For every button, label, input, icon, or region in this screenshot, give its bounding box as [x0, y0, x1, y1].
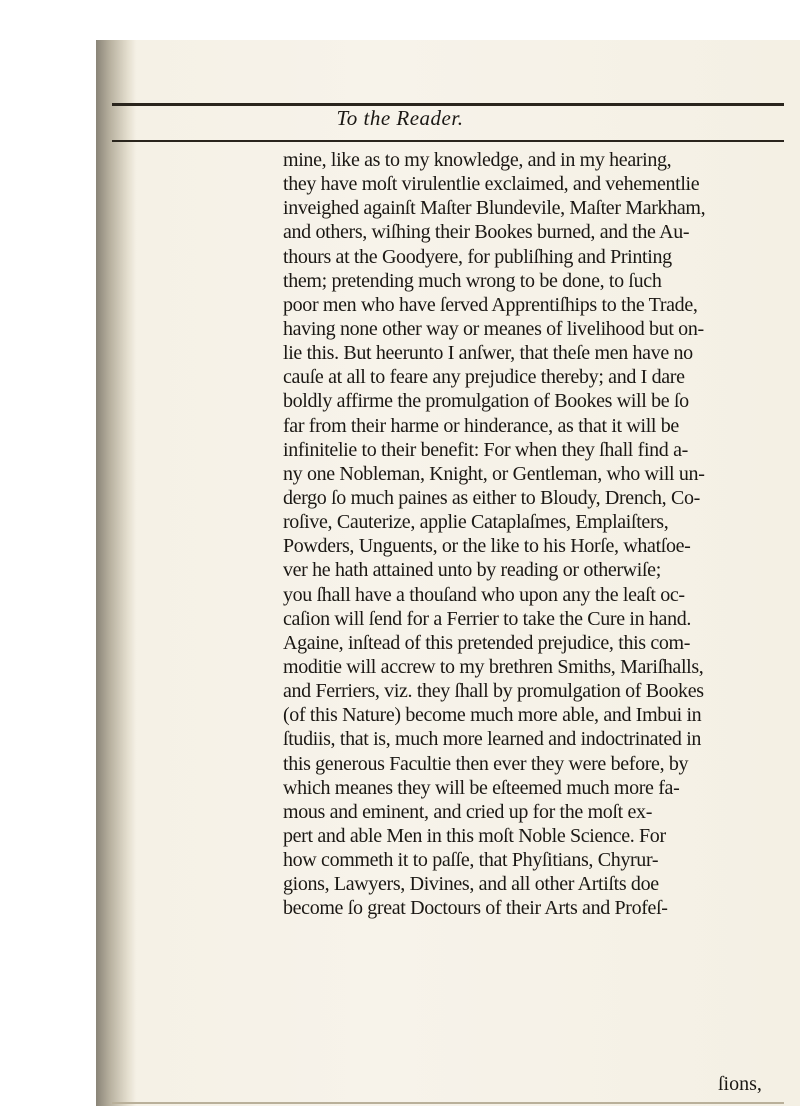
text-line: (of this Nature) become much more able, and Imbui in	[283, 704, 702, 727]
text-line: them; pretending much wrong to be done, to ſuch	[283, 269, 662, 292]
footer-rule	[112, 1102, 784, 1104]
text-line: ſtudiis, that is, much more learned and indoctrinated in	[283, 728, 702, 751]
text-line: Powders, Unguents, or the like to his Horſe, whatſoe-	[283, 535, 691, 558]
text-line: dergo ſo much paines as either to Bloudy, Drench, Co-	[283, 486, 700, 509]
text-line: poor men who have ſerved Apprentiſhips to the Trade,	[283, 293, 698, 316]
text-line: mous and eminent, and cried up for the moſt ex-	[283, 800, 652, 823]
catchword: ſions,	[718, 1073, 762, 1095]
text-line: and others, wiſhing their Bookes burned, and the Au-	[283, 221, 690, 244]
text-line: mine, like as to my knowledge, and in my hearing,	[283, 149, 672, 171]
binding-shadow	[96, 40, 136, 1106]
running-title: To the Reader.	[336, 106, 464, 130]
text-line: cauſe at all to feare any prejudice thereby; and I dare	[283, 366, 685, 389]
text-line: ver he hath attained unto by reading or otherwiſe;	[283, 559, 661, 582]
text-line: boldly affirme the promulgation of Bookes will be ſo	[283, 390, 689, 413]
text-line: and Ferriers, viz. they ſhall by promulgation of Bookes	[283, 680, 704, 703]
text-line: you ſhall have a thouſand who upon any the leaſt oc-	[283, 583, 685, 606]
text-line: pert and able Men in this moſt Noble Science. For	[283, 824, 666, 847]
text-line: they have moſt virulentlie exclaimed, and vehementlie	[283, 173, 700, 196]
text-line: Againe, inſtead of this pretended prejudice, this com-	[283, 631, 691, 654]
text-line: this generous Facultie then ever they were before, by	[283, 752, 689, 775]
text-line: thours at the Goodyere, for publiſhing and Printing	[283, 245, 672, 268]
text-line: having none other way or meanes of livelihood but on-	[283, 317, 704, 340]
text-line: how commeth it to paſſe, that Phyſitians, Chyrur-	[283, 849, 659, 872]
text-line: inveighed againſt Maſter Blundevile, Maſter Markham,	[283, 197, 706, 220]
text-line: become ſo great Doctours of their Arts and Profeſ-	[283, 897, 668, 920]
text-line: which meanes they will be eſteemed much more fa-	[283, 776, 680, 799]
text-line: roſive, Cauterize, applie Cataplaſmes, Emplaiſters,	[283, 511, 669, 534]
text-line: caſion will ſend for a Ferrier to take the Cure in hand.	[283, 607, 692, 630]
text-line: moditie will accrew to my brethren Smiths, Mariſhalls,	[283, 655, 704, 678]
header-rule-bottom	[112, 140, 784, 142]
text-line: far from their harme or hinderance, as that it will be	[283, 414, 679, 437]
text-line: ny one Nobleman, Knight, or Gentleman, who will un-	[283, 462, 705, 485]
body-text	[283, 148, 800, 921]
text-line: gions, Lawyers, Divines, and all other Artiſts doe	[283, 873, 659, 896]
text-line: infinitelie to their benefit: For when they ſhall find a-	[283, 438, 688, 461]
text-line: lie this. But heerunto I anſwer, that theſe men have no	[283, 342, 693, 365]
